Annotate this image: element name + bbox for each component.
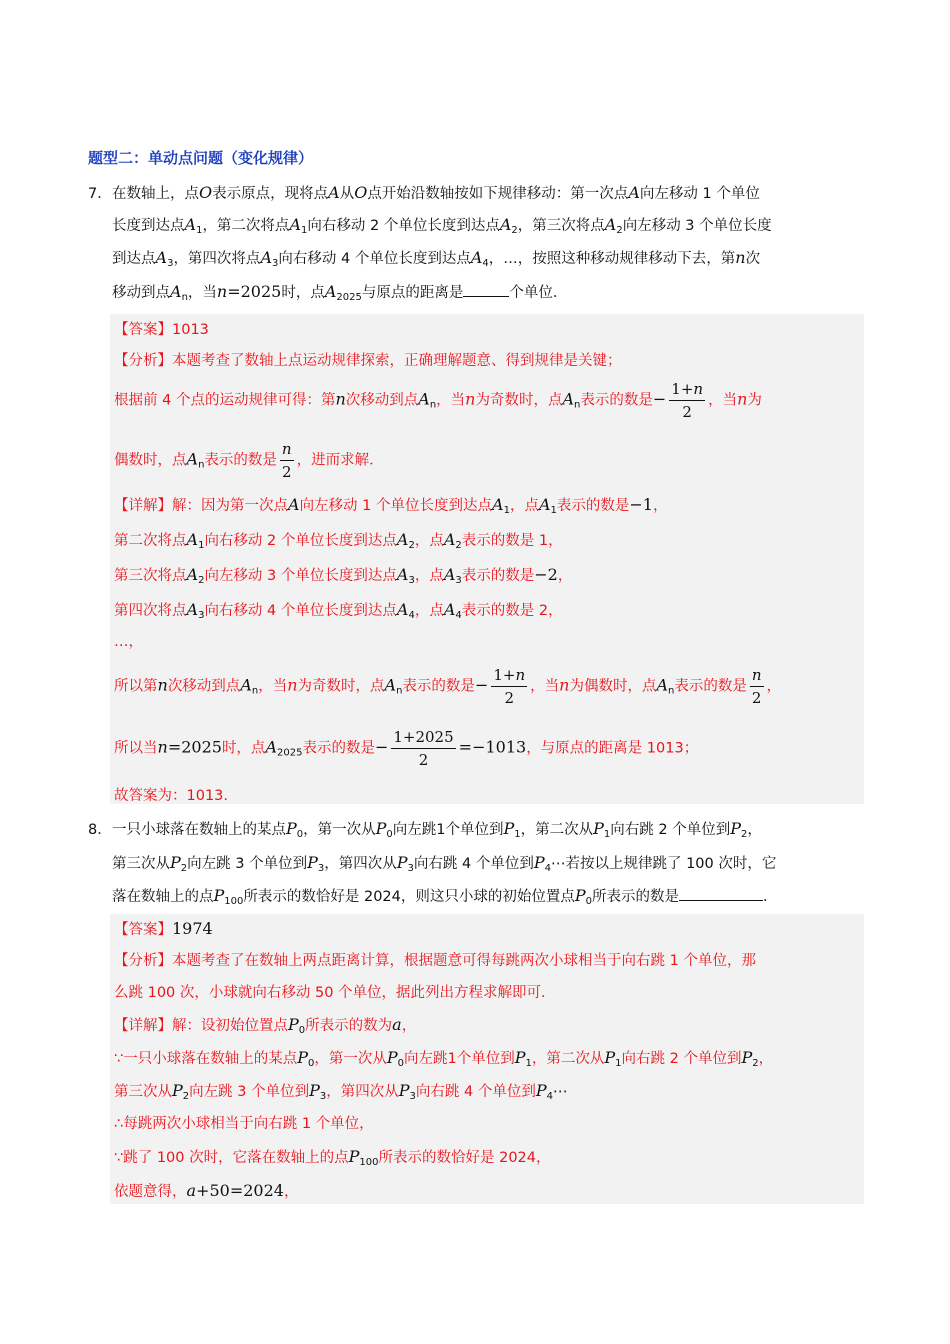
q7-detail-8: 故答案为：1013. bbox=[114, 788, 229, 804]
q7-detail-6: 所以第n次移动到点$A_n$，当n为奇数时，点$A_n$表示的数是− $\frac{1+n}{2}$ ，当n为偶数时，点$A_n$表示的数是 $\frac{n}{2}$ ， bbox=[114, 666, 782, 707]
q8-detail-3: 第三次从$P_2$向左跳 3 个单位到$P_3$，第四次从$P_3$向右跳 4 个单位到$P_4\cdots$ bbox=[114, 1081, 568, 1102]
q8-detail-6: 依题意得，a+50=2024， bbox=[114, 1181, 299, 1200]
q7-solution-panel bbox=[110, 314, 864, 804]
fraction: $\frac{1+n}{2}$ bbox=[671, 380, 704, 421]
q7-detail-4: 第四次将点$A_3$向右移动 4 个单位长度到达点$A_4$，点$A_4$表示的数是 2， bbox=[114, 600, 563, 621]
q8-analysis-1: 【分析】本题考查了在数轴上两点距离计算，根据题意可得每跳两次小球相当于向右跳 1 个单位，那 bbox=[114, 953, 756, 969]
q8-line-1: 一只小球落在数轴上的某点$P_0$，第一次从$P_0$向左跳1个单位到$P_1$，第二次从$P_1$向右跳 2 个单位到$P_2$， bbox=[112, 819, 762, 840]
q7-detail-2: 第二次将点$A_1$向右移动 2 个单位长度到达点$A_2$，点$A_2$表示的数是 1， bbox=[114, 530, 563, 551]
q7-detail-3: 第三次将点$A_2$向左移动 3 个单位长度到达点$A_3$，点$A_3$表示的数是−2， bbox=[114, 565, 573, 586]
q8-line-3: 落在数轴上的点$P_{100}$所表示的数恰好是 2024，则这只小球的初始位置点$P_0$所表示的数是 ． bbox=[112, 886, 778, 907]
q7-detail-7: 所以当n=2025时，点$A_{2025}$表示的数是− $\frac{1+2025}{2}$ =−1013，与原点的距离是 1013； bbox=[114, 728, 699, 769]
q7-detail-1: 【详解】解：因为第一次点A向左移动 1 个单位长度到达点$A_1$，点$A_1$表示的数是−1， bbox=[114, 495, 668, 516]
q7-line-4: 移动到点$A_n$，当n=2025时，点$A_{2025}$与原点的距离是 个单位． bbox=[112, 282, 568, 303]
q8-analysis-2: 么跳 100 次，小球就向右移动 50 个单位，据此列出方程求解即可． bbox=[114, 985, 556, 1001]
q7-analysis-3: 偶数时，点$A_n$表示的数是 $\frac{n}{2}$ ，进而求解． bbox=[114, 440, 384, 481]
fraction: $\frac{n}{2}$ bbox=[281, 440, 292, 481]
q7-line-1: 在数轴上，点O表示原点，现将点A从O点开始沿数轴按如下规律移动：第一次点A向左移动 1 个单位 bbox=[112, 183, 760, 202]
question-8-number: 8． bbox=[88, 822, 112, 838]
fraction: $\frac{1+n}{2}$ bbox=[493, 666, 526, 707]
q7-line-3: 到达点$A_3$，第四次将点$A_3$向右移动 4 个单位长度到达点$A_4$，…，按照这种移动规律移动下去，第n次 bbox=[112, 248, 761, 269]
q8-line-2: 第三次从$P_2$向左跳 3 个单位到$P_3$，第四次从$P_3$向右跳 4 个单位到$P_4\cdots$若按以上规律跳了 100 次时，它 bbox=[112, 853, 777, 874]
q7-detail-5: …， bbox=[114, 634, 143, 650]
q8-answer: 【答案】1974 bbox=[114, 919, 213, 938]
answer-blank[interactable] bbox=[679, 886, 763, 901]
q8-solution-panel bbox=[110, 914, 864, 1204]
q8-detail-1: 【详解】解：设初始位置点$P_0$所表示的数为a， bbox=[114, 1015, 417, 1036]
fraction: $\frac{n}{2}$ bbox=[751, 666, 762, 707]
answer-blank[interactable] bbox=[463, 282, 509, 297]
q7-answer: 【答案】1013 bbox=[114, 322, 209, 338]
q7-analysis-1: 【分析】本题考查了数轴上点运动规律探索，正确理解题意、得到规律是关键； bbox=[114, 353, 622, 369]
section-heading: 题型二：单动点问题（变化规律） bbox=[88, 149, 314, 167]
fraction: $\frac{1+2025}{2}$ bbox=[393, 728, 454, 769]
q8-detail-4: ∴每跳两次小球相当于向右跳 1 个单位， bbox=[114, 1116, 374, 1132]
question-7-number: 7． bbox=[88, 186, 112, 202]
q7-analysis-2: 根据前 4 个点的运动规律可得：第n次移动到点$A_n$，当n为奇数时，点$A_n$表示的数是− $\frac{1+n}{2}$ ，当n为 bbox=[114, 380, 762, 421]
q7-line-2: 长度到达点$A_1$，第二次将点$A_1$向右移动 2 个单位长度到达点$A_2$，第三次将点$A_2$向左移动 3 个单位长度 bbox=[112, 215, 772, 236]
q8-detail-5: ∵跳了 100 次时，它落在数轴上的点$P_{100}$所表示的数恰好是 2024， bbox=[114, 1147, 551, 1168]
q8-detail-2: ∵一只小球落在数轴上的某点$P_0$，第一次从$P_0$向左跳1个单位到$P_1$，第二次从$P_1$向右跳 2 个单位到$P_2$， bbox=[114, 1048, 774, 1069]
